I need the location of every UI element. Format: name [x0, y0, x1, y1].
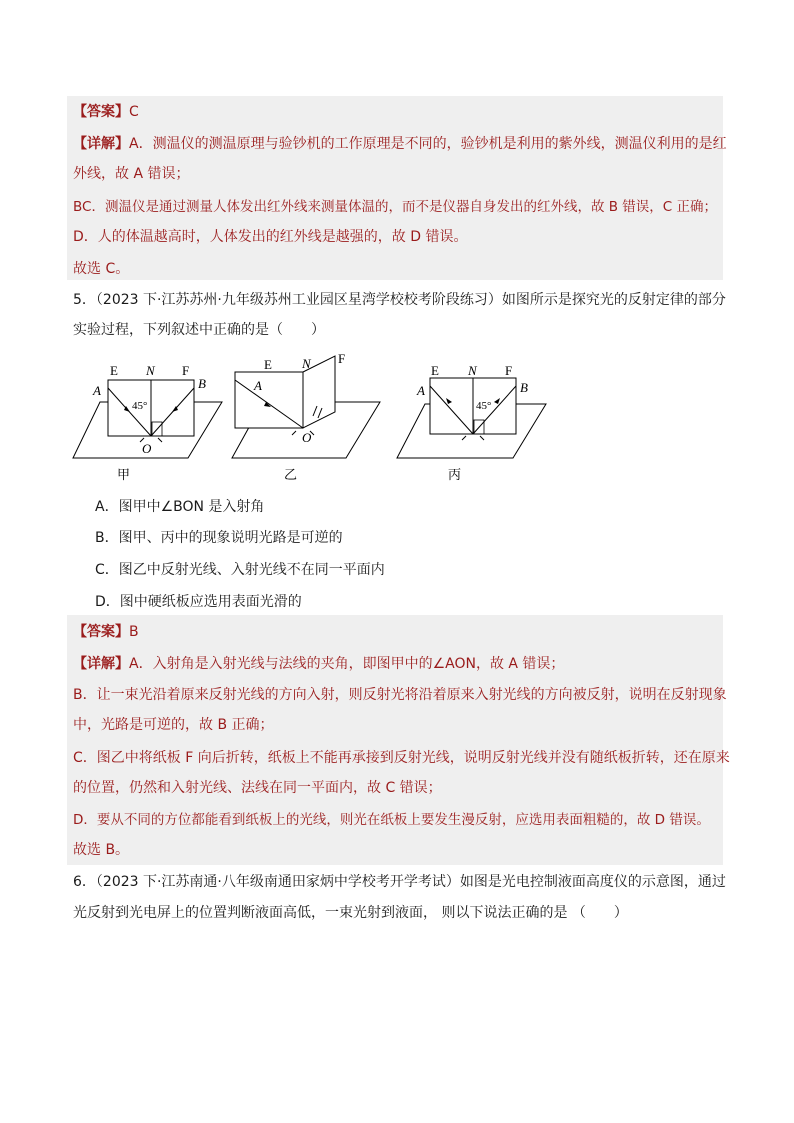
label-E: E: [431, 363, 439, 378]
label-N: N: [468, 363, 477, 378]
detail-line: 故选 C。: [73, 261, 130, 277]
label-angle: 45°: [132, 400, 148, 412]
detail-line: 外线，故 A 错误；: [73, 166, 190, 182]
figure-jia: [73, 363, 222, 482]
detail-line: C．图乙中将纸板 F 向后折转，纸板上不能再承接到反射光线，说明反射光线并没有随纸板折转，还在原来: [73, 750, 730, 766]
detail-text: A．测温仪的测温原理与验钞机的工作原理是不同的，验钞机是利用的紫外线，测温仪利用的是红: [129, 136, 727, 152]
answer-tag: 【答案】: [73, 104, 129, 120]
label-E: E: [110, 363, 118, 378]
label-N: N: [302, 356, 311, 371]
option-b: B．图甲、丙中的现象说明光路是可逆的: [95, 530, 343, 546]
detail-line: 中，光路是可逆的，故 B 正确；: [73, 717, 274, 733]
detail-text: A．入射角是入射光线与法线的夹角，即图甲中的∠AON，故 A 错误；: [129, 656, 565, 672]
option-a: A．图甲中∠BON 是入射角: [95, 499, 265, 515]
label-A: A: [93, 383, 101, 398]
detail-line: 故选 B。: [73, 842, 130, 858]
label-angle: 45°: [476, 400, 492, 412]
detail-line: D．人的体温越高时，人体发出的红外线是越强的，故 D 错误。: [73, 229, 468, 245]
answer-tag: 【答案】: [73, 624, 129, 640]
label-B: B: [520, 380, 528, 395]
q6-stem-line1: 6．（2023 下·江苏南通·八年级南通田家炳中学校考开学考试）如图是光电控制液面高度仪的示意图，通过: [73, 874, 726, 890]
label-F: F: [505, 363, 513, 378]
label-O: O: [142, 441, 152, 456]
label-N: N: [146, 363, 155, 378]
reflection-experiment-figure: [70, 350, 550, 488]
answer-value: B: [129, 624, 139, 640]
q5-stem-line2: 实验过程，下列叙述中正确的是（ ）: [73, 322, 325, 338]
detail-line: BC．测温仪是通过测量人体发出红外线来测量体温的，而不是仪器自身发出的红外线，故 B 错误，C 正确；: [73, 199, 718, 215]
answer-value: C: [129, 104, 139, 120]
label-B: B: [198, 376, 206, 391]
detail-line: B．让一束光沿着原来反射光线的方向入射，则反射光将沿着原来入射光线的方向被反射，说明在反射现象: [73, 687, 727, 703]
detail-line: D．要从不同的方位都能看到纸板上的光线，则光在纸板上要发生漫反射，应选用表面粗糙的，故 D 错误。: [73, 812, 710, 828]
detail-line: 的位置，仍然和入射光线、法线在同一平面内，故 C 错误；: [73, 780, 442, 796]
detail-tag: 【详解】: [73, 656, 129, 672]
label-O: O: [302, 430, 312, 445]
label-F: F: [338, 351, 346, 366]
detail-tag: 【详解】: [73, 136, 129, 152]
q4-answer-line: [73, 102, 139, 122]
label-F: F: [182, 363, 190, 378]
q4-answer-block: [67, 96, 727, 280]
q5-answer-line: [73, 622, 139, 642]
figure-bing: [397, 363, 546, 482]
label-A: A: [417, 383, 425, 398]
caption-jia: 甲: [117, 467, 131, 482]
figure-yi: [232, 351, 380, 482]
option-d: D．图中硬纸板应选用表面光滑的: [95, 594, 302, 610]
q6-stem-line2: 光反射到光电屏上的位置判断液面高低，一束光射到液面， 则以下说法正确的是 （ ）: [73, 905, 628, 921]
q5-stem-line1: 5．（2023 下·江苏苏州·九年级苏州工业园区星湾学校校考阶段练习）如图所示是探究光的反射定律的部分: [73, 292, 726, 308]
detail-line: [73, 654, 564, 674]
caption-bing: 丙: [448, 467, 462, 482]
detail-line: [73, 134, 727, 154]
caption-yi: 乙: [284, 467, 298, 482]
q5-answer-block: [67, 615, 730, 865]
option-c: C．图乙中反射光线、入射光线不在同一平面内: [95, 562, 385, 578]
label-A: A: [254, 378, 262, 393]
label-E: E: [264, 357, 272, 372]
